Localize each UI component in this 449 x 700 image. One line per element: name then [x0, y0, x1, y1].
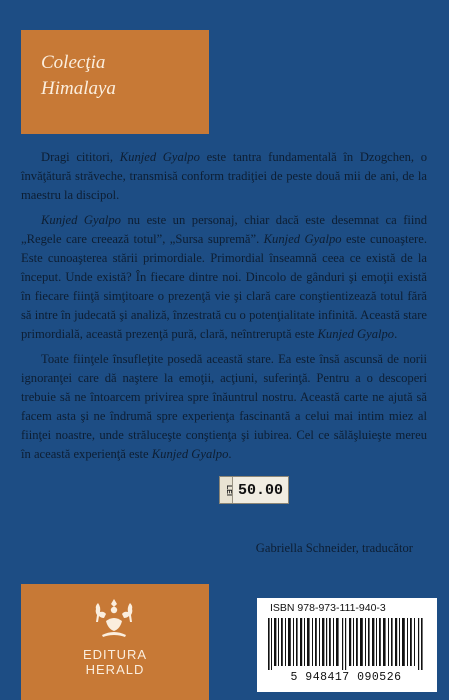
blurb-paragraph-1: [21, 148, 427, 205]
blurb-text-run: Dragi cititori,: [41, 150, 120, 164]
price-sticker: [219, 476, 289, 504]
book-title-ref: Kunjed Gyalpo: [151, 447, 229, 461]
blurb-text-run: Toate fiinţele însufleţite posedă această stare. Ea este însă ascunsă de norii ignoranţei care dă naştere la emoţii, acţiuni, suferinţă. Pentru a o descoperi trebuie să ne întoarcem privirea spre înăuntrul nostru. Această carte ne ajută să facem asta şi ne îndrumă spre experienţa fascinantă a celui mai intim miez al fiinţei noastre, unde străluceşte conştienţa şi iubirea. Cel ce sălăşluieşte mereu în această experienţă este: [21, 352, 427, 461]
translator-signature: Gabriella Schneider, traducător: [255, 541, 413, 555]
barcode-digits: 5 948417 090526: [290, 671, 402, 684]
price-currency: LEI: [220, 477, 233, 503]
blurb-paragraph-3: [21, 350, 427, 464]
blurb-text-run: .: [394, 327, 398, 341]
isbn-label: ISBN 978-973-111-940-3: [270, 602, 386, 614]
price-value: 50.00: [237, 481, 283, 499]
blurb-text-run: nu este un personaj, chiar dacă este desemnat ca fiind „Regele care creează totul”, „Sursa supremă”.: [21, 213, 427, 246]
publisher-line1: EDITURA: [82, 647, 148, 662]
book-title-ref: Kunjed Gyalpo: [119, 150, 200, 164]
blurb-text-run: este tantra fundamentală în Dzogchen, o învăţătură străveche, transmisă conform tradiţiei de peste două mii de ani, de la maestru la discipol.: [21, 150, 428, 202]
series-title-line1: Colecţia: [41, 52, 106, 73]
book-title-ref: Kunjed Gyalpo: [317, 327, 395, 341]
series-title: [41, 50, 191, 102]
blurb-text: [21, 148, 427, 470]
book-title-ref: Kunjed Gyalpo: [263, 232, 342, 246]
deer-crest-icon: [92, 595, 136, 639]
series-title-line2: Himalaya: [41, 78, 116, 99]
publisher-line2: HERALD: [85, 662, 145, 677]
book-title-ref: Kunjed Gyalpo: [41, 213, 121, 227]
publisher-name: [21, 647, 209, 677]
blurb-paragraph-2: [21, 211, 427, 344]
barcode-icon: [266, 618, 426, 670]
blurb-text-run: .: [228, 447, 232, 461]
blurb-text-run: este cunoaştere. Este cunoaşterea stării primordiale. Primordial înseamnă ceea ce există de la început. Unde există? În fiecare dintre noi. Dincolo de gânduri şi emoţii există în fiecare fiinţă simţitoare o prezenţă vie şi clară care conştientizează totul fără să intre în judecată şi analiză, înzestrată cu o potenţialitate infinită. Această stare primordială, această prezenţă pură, clară, neîntreruptă este: [21, 232, 427, 341]
